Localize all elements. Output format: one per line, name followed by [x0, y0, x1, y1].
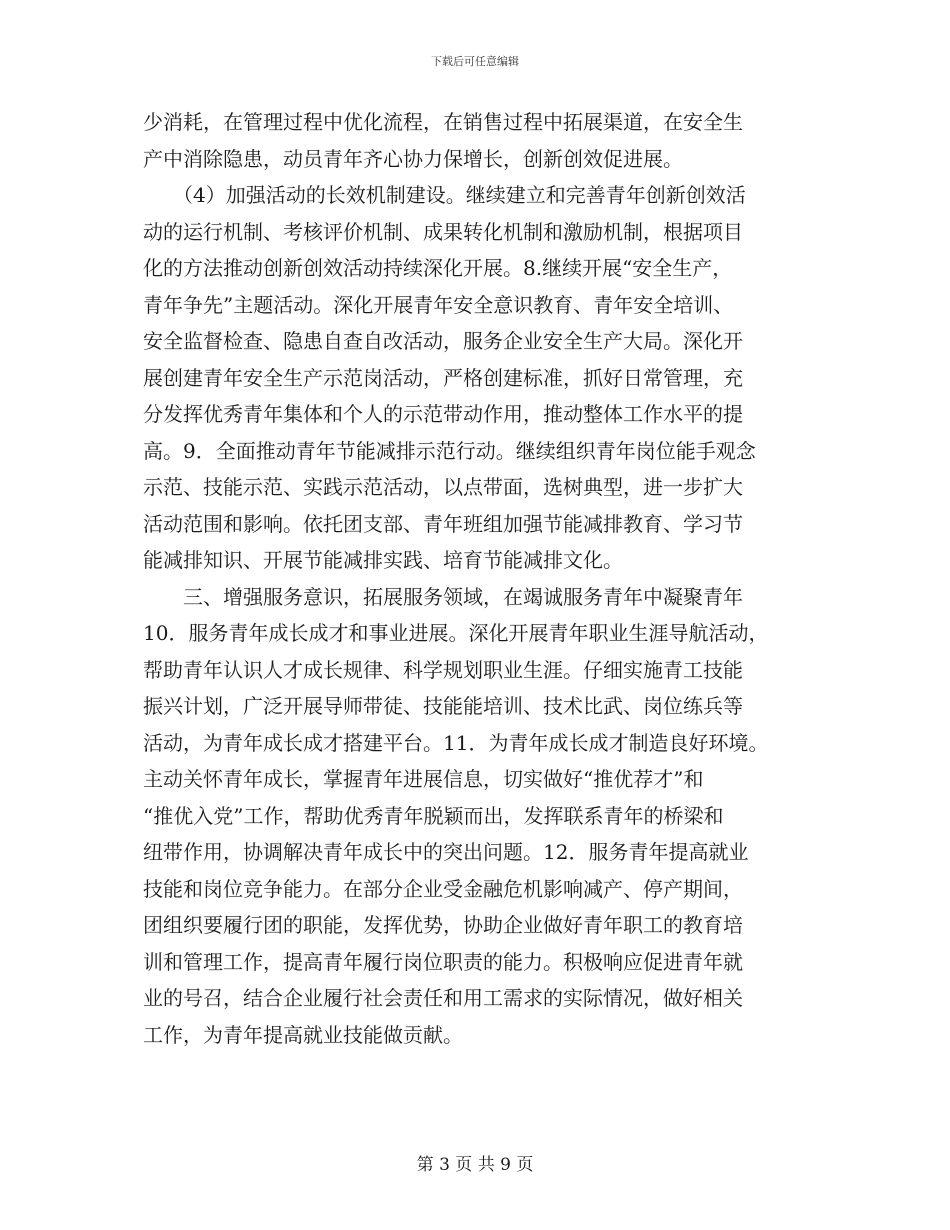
page-header: 下载后可任意编辑 — [431, 55, 519, 68]
text-line: 动的运行机制、考核评价机制、成果转化机制和激励机制，根据项目 — [143, 219, 743, 244]
text-line: 团组织要履行团的职能，发挥优势，协助企业做好青年职工的教育培 — [143, 913, 743, 937]
text-line: 训和管理工作，提高青年履行岗位职责的能力。积极响应促进青年就 — [143, 949, 743, 974]
text-line: “推优入党”工作，帮助优秀青年脱颖而出，发挥联系青年的桥梁和 — [143, 803, 724, 828]
text-line: 高。9．全面推动青年节能减排示范行动。继续组织青年岗位能手观念 — [143, 438, 756, 463]
text-line: 展创建青年安全生产示范岗活动，严格创建标准，抓好日常管理，充 — [143, 365, 743, 390]
text-line: 活动，为青年成长成才搭建平台。11．为青年成长成才制造良好环境。 — [143, 730, 769, 755]
text-line: 产中消除隐患，动员青年齐心协力保增长，创新创效促进展。 — [143, 146, 683, 171]
text-line: 帮助青年认识人才成长规律、科学规划职业生涯。仔细实施青工技能 — [143, 657, 743, 682]
text-line: 技能和岗位竞争能力。在部分企业受金融危机影响减产、停产期间， — [143, 876, 743, 901]
text-line: 主动关怀青年成长，掌握青年进展信息，切实做好“推优荐才”和 — [143, 767, 704, 791]
page-number-footer: 第 3 页 共 9 页 — [416, 1155, 534, 1175]
text-line: （4）加强活动的长效机制建设。继续建立和完善青年创新创效活 — [143, 183, 746, 207]
text-line: 能减排知识、开展节能减排实践、培育节能减排文化。 — [143, 548, 623, 572]
text-line: 安全监督检查、隐患自查自改活动，服务企业安全生产大局。深化开 — [143, 329, 743, 353]
text-line: 示范、技能示范、实践示范活动，以点带面，选树典型，进一步扩大 — [143, 475, 743, 499]
text-line: 业的号召，结合企业履行社会责任和用工需求的实际情况，做好相关 — [143, 986, 743, 1010]
text-line: 工作，为青年提高就业技能做贡献。 — [143, 1022, 463, 1047]
text-line: 三、增强服务意识，拓展服务领域，在竭诚服务青年中凝聚青年 — [143, 584, 743, 609]
text-line: 振兴计划，广泛开展导师带徒、技能能培训、技术比武、岗位练兵等 — [143, 694, 743, 718]
text-line: 化的方法推动创新创效活动持续深化开展。8.继续开展“安全生产， — [143, 256, 733, 280]
text-line: 10．服务青年成长成才和事业进展。深化开展青年职业生涯导航活动， — [143, 621, 769, 645]
text-line: 青年争先”主题活动。深化开展青年安全意识教育、青年安全培训、 — [143, 292, 734, 317]
text-line: 纽带作用，协调解决青年成长中的突出问题。12．服务青年提高就业 — [143, 840, 749, 864]
document-body — [143, 104, 813, 1053]
text-line: 活动范围和影响。依托团支部、青年班组加强节能减排教育、学习节 — [143, 511, 743, 536]
text-line: 少消耗，在管理过程中优化流程，在销售过程中拓展渠道，在安全生 — [143, 110, 743, 134]
text-line: 分发挥优秀青年集体和个人的示范带动作用，推动整体工作水平的提 — [143, 402, 743, 426]
